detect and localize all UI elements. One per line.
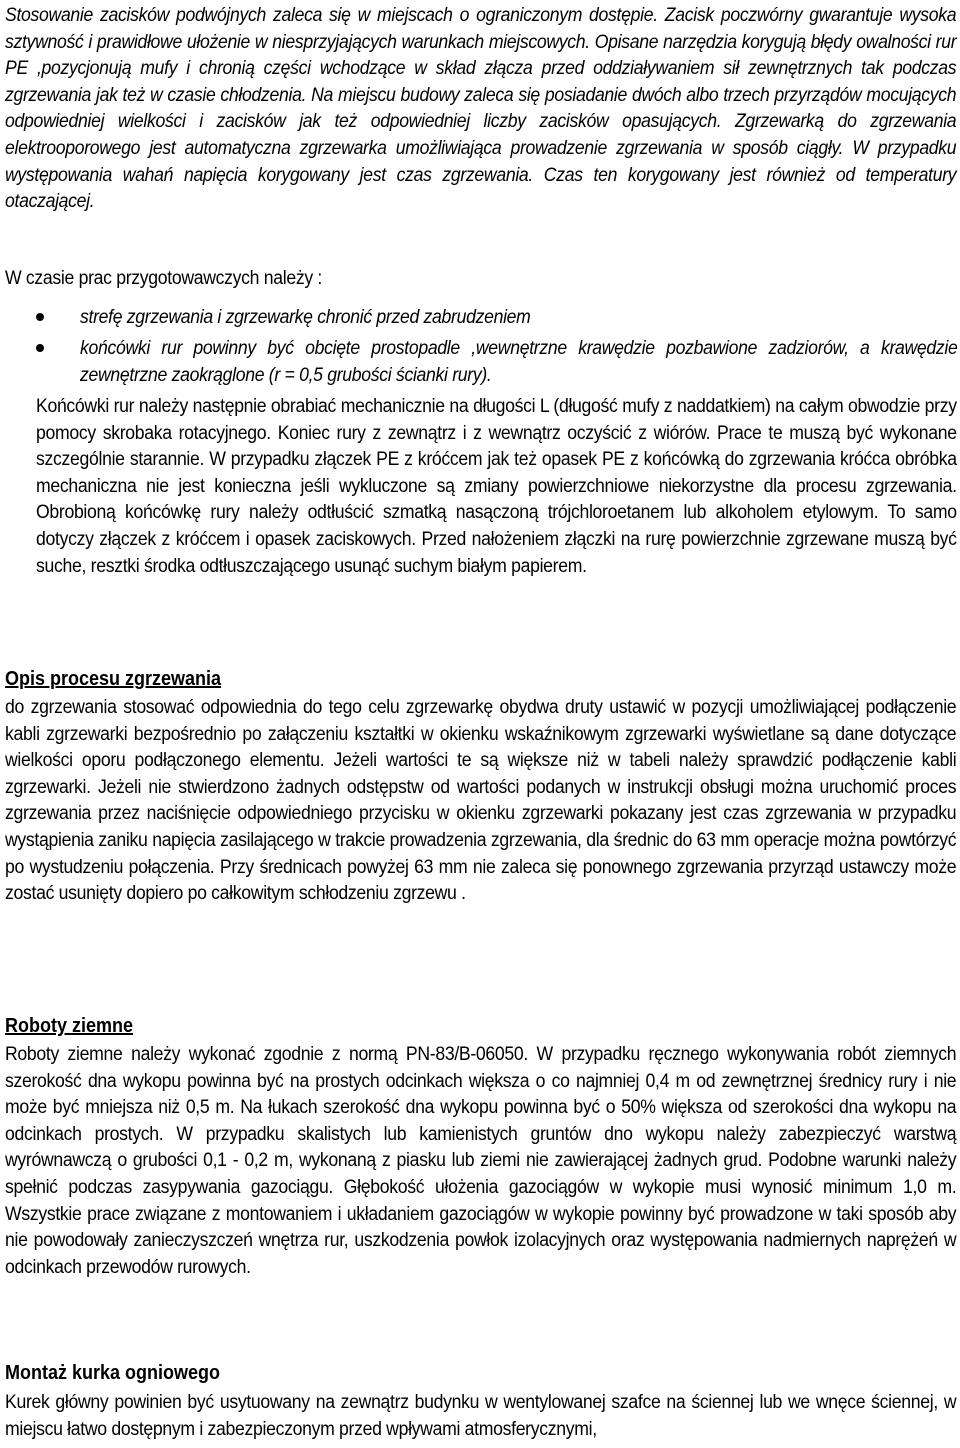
paragraph-clamps: Stosowanie zacisków podwójnych zaleca się w miejscach o ograniczonym dostępie. Zacisk poczwórny gwarantuje wysoka sztywność i prawidłowe ułożenie w niesprzyjających warunkach miejscowych. Opisane narzędzia korygują błędy owalności rur PE ,pozycjonują mufy i chronią części wchodzące w skład złącza przed oddziaływaniem sił zewnętrznych tak podczas zgrzewania jak też w czasie chłodzenia. Na miejscu budowy zaleca się posiadanie dwóch albo trzech przyrządów mocujących odpowiedniej wielkości i zacisków jak też odpowiedniej liczby zacisków opasujących. Zgrzewarką do zgrzewania elektrooporowego jest automatyczna zgrzewarka umożliwiająca prowadzenie zgrzewania w sposób ciągły. W przypadku występowania wahań napięcia korygowany jest czas zgrzewania. Czas ten korygowany jest również od temperatury otaczającej. [5, 4, 957, 213]
heading-earthworks: Roboty ziemne [5, 1015, 134, 1037]
list-item: końcówki rur powinny być obcięte prostopadle ,wewnętrzne krawędzie pozbawione zadziorów, a krawędzie zewnętrzne zaokrąglone (r = 0,5 grubości ścianki rury). [36, 335, 956, 389]
bullet-icon [36, 313, 44, 321]
bullet-icon [36, 344, 44, 352]
prep-intro: W czasie prac przygotowawczych należy : [5, 267, 323, 289]
paragraph-fire-valve: Kurek główny powinien być usytuowany na zewnątrz budynku w wentylowanej szafce na ściennej lub we wnęce ściennej, w miejscu łatwo dostępnym i zabezpieczonym przed wpływami atmosferycznymi, [5, 1391, 957, 1440]
prep-list [36, 304, 956, 393]
paragraph-pipe-ends: Końcówki rur należy następnie obrabiać mechanicznie na długości L (długość mufy z naddatkiem) na całym obwodzie przy pomocy skrobaka rotacyjnego. Koniec rury z zewnątrz i z wewnątrz oczyścić z wiórów. Prace te muszą być wykonane szczególnie starannie. W przypadku złączek PE z króćcem jak też opasek PE z końcówką do zgrzewania króćca obróbka mechaniczna nie jest konieczna jeśli wykluczone są zmiany powierzchniowe niekorzystne dla procesu zgrzewania. Obrobioną końcówkę rury należy odtłuścić szmatką nasączoną trójchloroetanem lub alkoholem etylowym. To samo dotyczy złączek z króćcem i opasek zaciskowych. Przed nałożeniem złączki na rurę powierzchnie zgrzewane muszą być suche, resztki środka odtłuszczającego usunąć suchym białym papierem. [36, 395, 957, 577]
paragraph-welding-process: do zgrzewania stosować odpowiednia do tego celu zgrzewarkę obydwa druty ustawić w pozycji umożliwiającej podłączenie kabli zgrzewarki bezpośrednio po załączeniu kształtki w okienku wskaźnikowym zgrzewarki wyświetlane są dane dotyczące wielkości oporu podłączonego elementu. Jeżeli wartości te są większe niż w tabeli należy sprawdzić podłączenie kabli zgrzewarki. Jeżeli nie stwierdzono żadnych odstępstw od wartości podanych w instrukcji obsługi można uruchomić proces zgrzewania przez naciśnięcie odpowiedniego przycisku w okienku zgrzewarki pokazany jest czas zgrzewania w przypadku wystąpienia zaniku napięcia zasilającego w trakcie prowadzenia zgrzewania, dla średnic do 63 mm operacje można powtórzyć po wystudzeniu połączenia. Przy średnicach powyżej 63 mm nie zaleca się ponownego zgrzewania przyrząd ustawczy może zostać usunięty dopiero po całkowitym schłodzeniu zgrzewu . [5, 696, 957, 905]
heading-welding-process: Opis procesu zgrzewania [5, 668, 222, 690]
list-item: strefę zgrzewania i zgrzewarkę chronić przed zabrudzeniem [36, 304, 956, 331]
heading-fire-valve: Montaż kurka ogniowego [5, 1362, 221, 1384]
paragraph-earthworks: Roboty ziemne należy wykonać zgodnie z normą PN-83/B-06050. W przypadku ręcznego wykonywania robót ziemnych szerokość dna wykopu powinna być na prostych odcinkach większa o co najmniej 0,4 m od zewnętrznej średnicy rury i nie może być mniejsza niż 0,5 m. Na łukach szerokość dna wykopu powinna być o 50% większa od szerokości dna wykopu na odcinkach prostych. W przypadku skalistych lub kamienistych gruntów dno wykopu należy zabezpieczyć warstwą wyrównawczą o grubości 0,1 - 0,2 m, wykonaną z piasku lub ziemi nie zawierającej żadnych grud. Podobne warunki należy spełnić podczas zasypywania gazociągu. Głębokość ułożenia gazociągów w wykopie musi wynosić minimum 1,0 m. Wszystkie prace związane z montowaniem i układaniem gazociągów w wykopie powinny być prowadzone w taki sposób aby nie powodowały zanieczyszczeń wnętrza rur, uszkodzenia powłok izolacyjnych oraz występowania nadmiernych naprężeń w odcinkach przewodów rurowych. [5, 1043, 957, 1278]
